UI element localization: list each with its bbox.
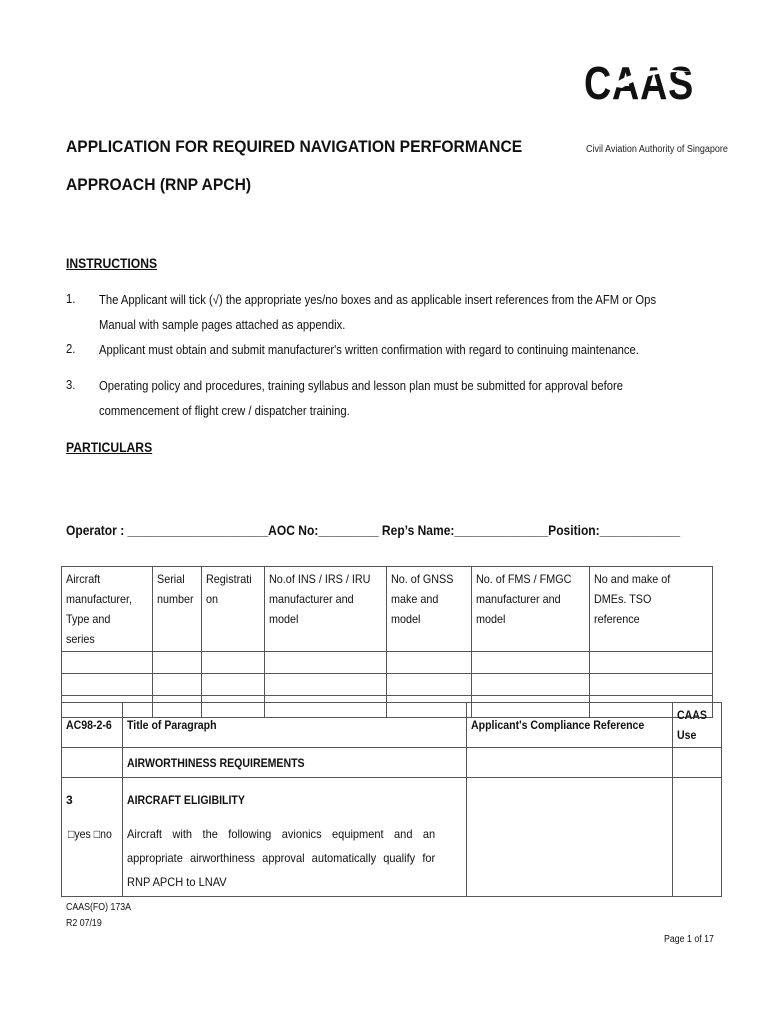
particulars-heading: PARTICULARS bbox=[66, 440, 153, 455]
empty-cell[interactable] bbox=[152, 652, 202, 674]
table-header-cell: No and make of DMEs. TSO reference bbox=[590, 567, 713, 652]
compliance-reference-cell[interactable] bbox=[467, 778, 673, 897]
paragraph-title: AIRCRAFT ELIGIBILITY bbox=[127, 793, 245, 807]
empty-cell[interactable] bbox=[202, 652, 265, 674]
empty-cell[interactable] bbox=[472, 674, 590, 696]
paragraph-number: 3 bbox=[66, 793, 73, 807]
empty-cell[interactable] bbox=[265, 652, 387, 674]
empty-cell[interactable] bbox=[62, 674, 153, 696]
empty-cell[interactable] bbox=[590, 674, 713, 696]
empty-cell[interactable] bbox=[590, 652, 713, 674]
empty-cell[interactable] bbox=[387, 674, 472, 696]
aircraft-particulars-table bbox=[61, 566, 713, 718]
table-header-cell: No. of FMS / FMGC manufacturer and model bbox=[472, 567, 590, 652]
section-title-cell: AIRWORTHINESS REQUIREMENTS bbox=[123, 748, 467, 778]
table-header-cell: Aircraft manufacturer, Type and series bbox=[62, 567, 153, 652]
caas-use-cell[interactable] bbox=[672, 778, 721, 897]
compliance-reference-cell[interactable] bbox=[467, 748, 673, 778]
instruction-number: 3. bbox=[66, 378, 76, 392]
logo-swoosh-icon bbox=[600, 66, 700, 96]
document-title bbox=[66, 128, 522, 204]
page-number: Page 1 of 17 bbox=[664, 934, 714, 945]
yes-no-checkboxes[interactable]: □yes □no bbox=[68, 827, 113, 841]
instruction-number: 2. bbox=[66, 342, 76, 356]
instruction-text: Operating policy and procedures, training syllabus and lesson plan must be submitted for approval before commencement of flight crew / dispatcher training. bbox=[99, 379, 624, 418]
table-row bbox=[62, 748, 722, 778]
compliance-table bbox=[61, 702, 722, 897]
empty-cell bbox=[62, 748, 123, 778]
instruction-text: Applicant must obtain and submit manufacturer's written confirmation with regard to continuing maintenance. bbox=[99, 343, 639, 357]
paragraph-text: Aircraft with the following avionics equipment and an appropriate airworthiness approval automatically qualify for RNP APCH to LNAV bbox=[127, 827, 436, 889]
empty-cell[interactable] bbox=[152, 674, 202, 696]
paragraph-content-cell bbox=[123, 778, 467, 897]
operator-fields-line: Operator : _____________________AOC No:_________ Rep’s Name:______________Position:____________ bbox=[66, 522, 681, 538]
caas-use-cell[interactable] bbox=[672, 748, 721, 778]
empty-cell[interactable] bbox=[387, 652, 472, 674]
table-header-cell: Title of Paragraph bbox=[123, 703, 467, 748]
paragraph-ref-cell bbox=[62, 778, 123, 897]
empty-cell[interactable] bbox=[62, 652, 153, 674]
form-code: CAAS(FO) 173A bbox=[66, 902, 132, 913]
table-header-cell: Applicant's Compliance Reference bbox=[467, 703, 673, 748]
table-header-cell: Registration bbox=[202, 567, 265, 652]
empty-cell[interactable] bbox=[202, 674, 265, 696]
caas-logo: CAAS bbox=[584, 57, 695, 109]
table-row bbox=[62, 652, 713, 674]
revision-code: R2 07/19 bbox=[66, 918, 102, 929]
instructions-heading: INSTRUCTIONS bbox=[66, 256, 158, 271]
table-row bbox=[62, 674, 713, 696]
table-header-cell: CAAS Use bbox=[672, 703, 721, 748]
table-row bbox=[62, 778, 722, 897]
empty-cell[interactable] bbox=[265, 674, 387, 696]
table-header-row bbox=[62, 567, 713, 652]
table-header-cell: Serial number bbox=[152, 567, 202, 652]
logo-subtitle: Civil Aviation Authority of Singapore bbox=[586, 144, 728, 155]
title-line-1: APPLICATION FOR REQUIRED NAVIGATION PERFORMANCE bbox=[66, 137, 523, 156]
instruction-text: The Applicant will tick (√) the appropriate yes/no boxes and as applicable insert references from the AFM or Ops Manual with sample pages attached as appendix. bbox=[99, 293, 657, 332]
table-header-row bbox=[62, 703, 722, 748]
title-line-2: APPROACH (RNP APCH) bbox=[66, 175, 252, 194]
empty-cell[interactable] bbox=[472, 652, 590, 674]
table-header-cell: AC98-2-6 bbox=[62, 703, 123, 748]
table-header-cell: No.of INS / IRS / IRU manufacturer and model bbox=[265, 567, 387, 652]
table-header-cell: No. of GNSS make and model bbox=[387, 567, 472, 652]
instruction-number: 1. bbox=[66, 292, 76, 306]
